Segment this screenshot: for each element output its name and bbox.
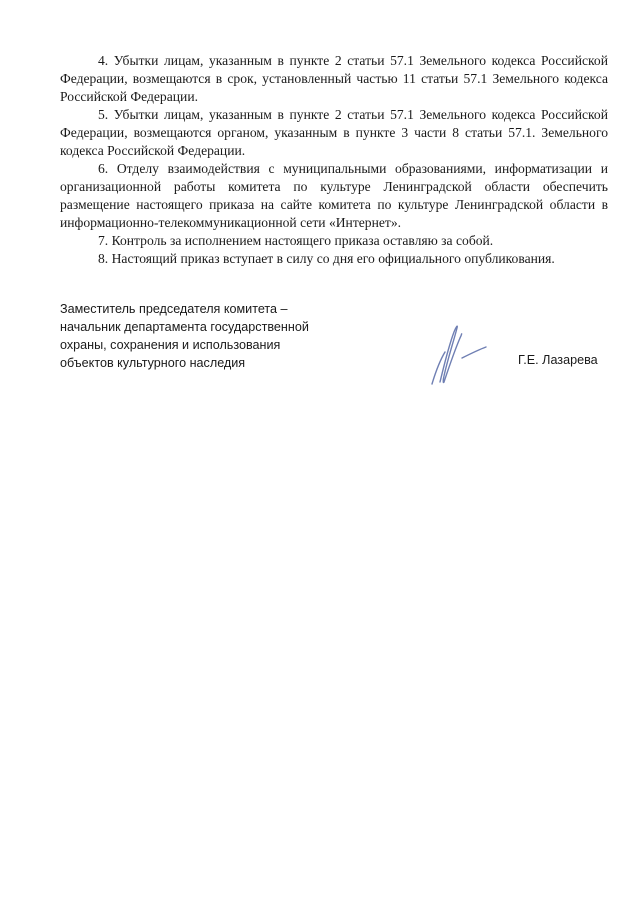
signature-strokes xyxy=(432,326,486,384)
position-line: охраны, сохранения и использования xyxy=(60,338,281,352)
position-line: начальник департамента государственной xyxy=(60,320,309,334)
position-line: Заместитель председателя комитета – xyxy=(60,302,288,316)
paragraph-6: 6. Отделу взаимодействия с муниципальными образованиями, информатизации и организационной работы комитета по культуре Ленинградской области обеспечить размещение настоящего приказа на сайте комитета по культуре Ленинградской области в информационно-телекоммуникационной сети «Интернет». xyxy=(60,161,608,230)
order-body xyxy=(60,52,608,268)
paragraph-5: 5. Убытки лицам, указанным в пункте 2 статьи 57.1 Земельного кодекса Российской Федерации, возмещаются органом, указанным в пункте 3 части 8 статьи 57.1. Земельного кодекса Российской Федерации. xyxy=(60,107,608,158)
paragraph-7: 7. Контроль за исполнением настоящего приказа оставляю за собой. xyxy=(98,233,494,248)
paragraph-8: 8. Настоящий приказ вступает в силу со дня его официального опубликования. xyxy=(98,251,555,266)
handwritten-signature-icon xyxy=(410,318,490,390)
paragraph-4: 4. Убытки лицам, указанным в пункте 2 статьи 57.1 Земельного кодекса Российской Федерации, возмещаются в срок, установленный частью 11 статьи 57.1 Земельного кодекса Российской Федерации. xyxy=(60,53,608,104)
position-line: объектов культурного наследия xyxy=(60,356,246,370)
signatory-position xyxy=(60,300,360,372)
signer-name: Г.Е. Лазарева xyxy=(518,353,598,367)
